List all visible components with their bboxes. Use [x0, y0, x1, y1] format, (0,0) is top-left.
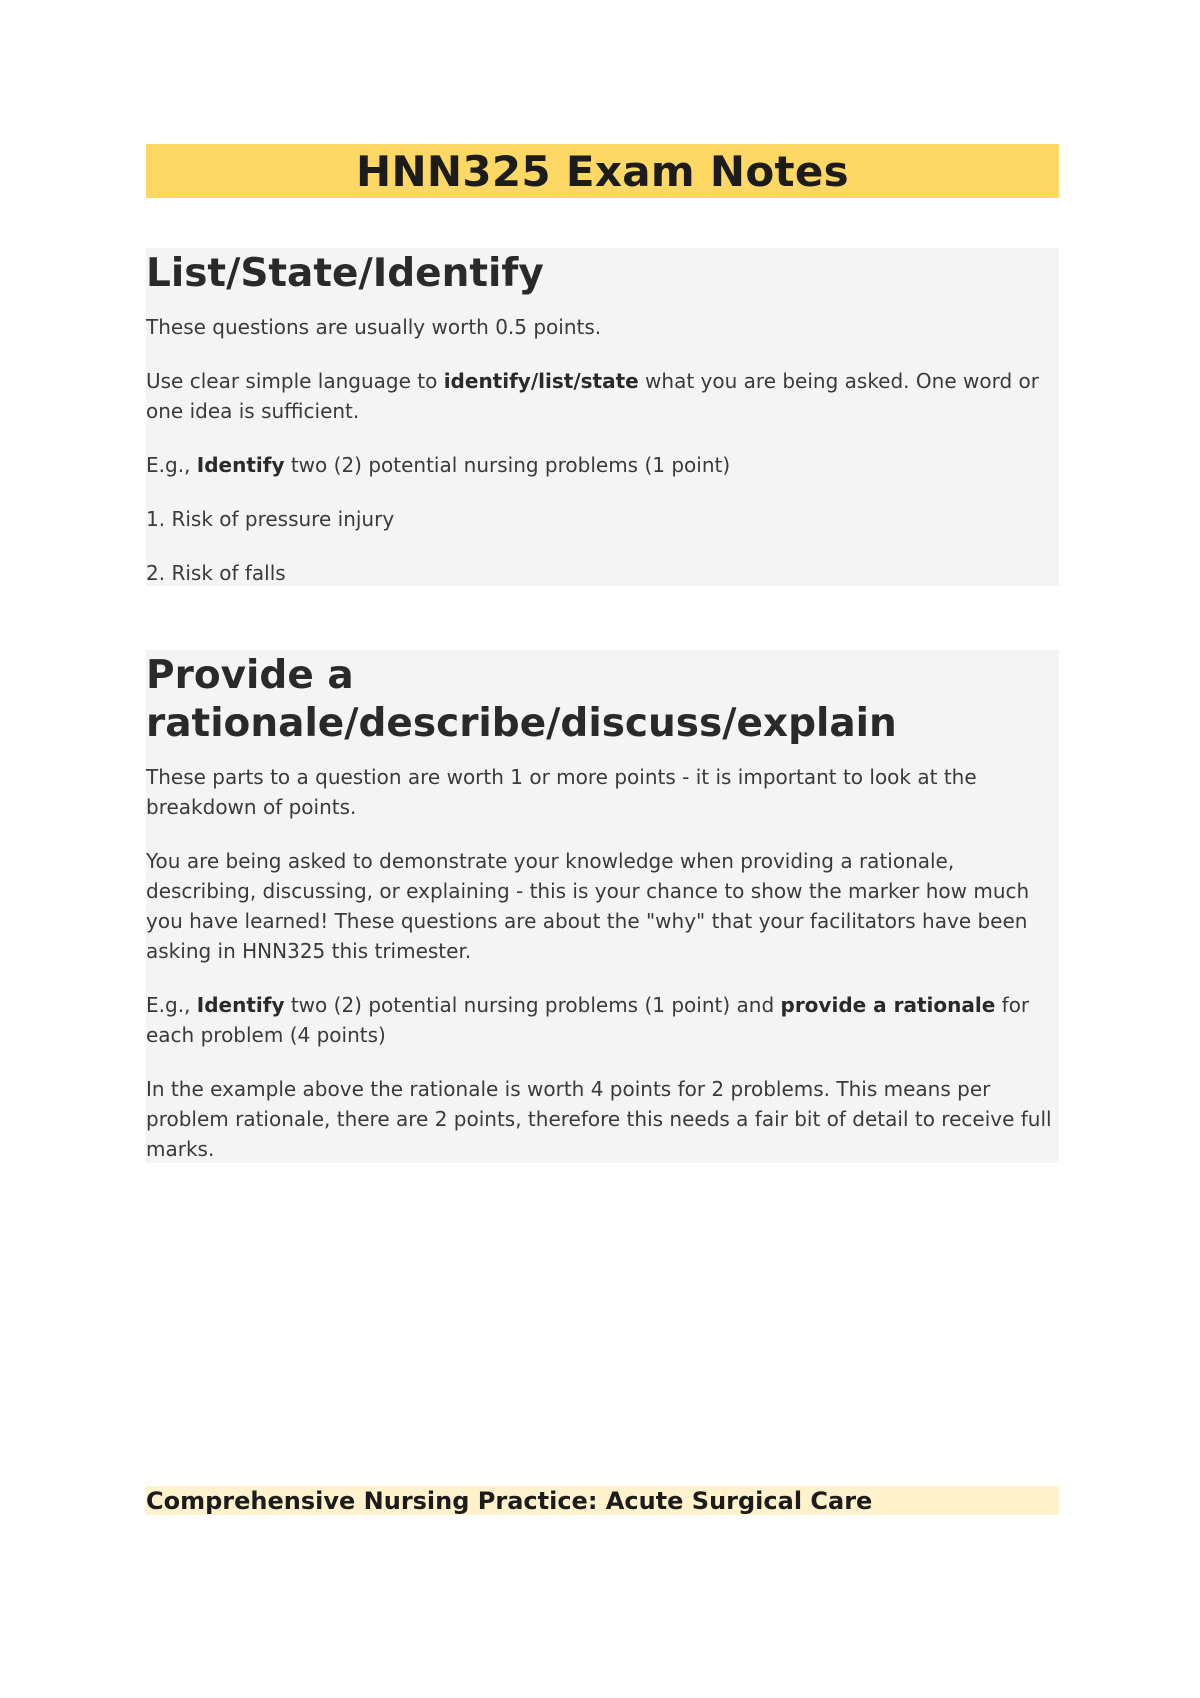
heading-line: rationale/describe/discuss/explain [146, 701, 897, 746]
title-banner [146, 144, 1059, 198]
paragraph-text: These questions are usually worth 0.5 points. [146, 315, 602, 339]
section-heading: List/State/Identify [146, 251, 544, 296]
paragraph-text: for each problem (4 points) [146, 993, 1030, 1047]
paragraph-text: two (2) potential nursing problems (1 point) and [284, 993, 781, 1017]
footer-text: Comprehensive Nursing Practice: Acute Surgical Care [146, 1486, 873, 1515]
paragraph-text: two (2) potential nursing problems (1 point) [284, 453, 731, 477]
section-paragraph [146, 1074, 1059, 1164]
paragraph-text: Use clear simple language to [146, 369, 444, 393]
paragraph-text: E.g., [146, 453, 197, 477]
list-item-text: 1. Risk of pressure injury [146, 507, 395, 531]
bold-text: provide a rationale [780, 993, 996, 1017]
list-item-text: 2. Risk of falls [146, 561, 286, 585]
paragraph-text: E.g., [146, 993, 197, 1017]
bold-text: Identify [196, 993, 285, 1017]
document-title: HNN325 Exam Notes [356, 146, 849, 196]
section-paragraph [146, 762, 1059, 822]
section-rationale-describe [146, 650, 1059, 1163]
footer-banner [146, 1486, 1059, 1515]
list-item [146, 504, 1059, 534]
heading-line: Provide a [146, 653, 354, 698]
paragraph-text: These parts to a question are worth 1 or more points - it is important to look at the breakdown of points. [146, 765, 977, 819]
example-paragraph [146, 450, 1059, 480]
bold-text: Identify [196, 453, 285, 477]
paragraph-text: You are being asked to demonstrate your knowledge when providing a rationale, describing, discussing, or explaining - this is your chance to show the marker how much you have learned! These questions are about the "why" that your facilitators have been asking in HNN325 this trimester. [146, 849, 1030, 963]
paragraph-text: what you are being asked. One word or one idea is sufficient. [146, 369, 1039, 423]
section-paragraph [146, 366, 1059, 426]
example-paragraph [146, 990, 1059, 1050]
list-item [146, 558, 1059, 588]
section-heading [146, 652, 1059, 748]
section-list-state-identify [146, 248, 1059, 586]
section-paragraph [146, 846, 1059, 966]
paragraph-text: In the example above the rationale is worth 4 points for 2 problems. This means per problem rationale, there are 2 points, therefore this needs a fair bit of detail to receive full marks. [146, 1077, 1052, 1161]
bold-text: identify/list/state [443, 369, 639, 393]
document-page [146, 144, 1059, 1163]
section-paragraph [146, 312, 1059, 342]
